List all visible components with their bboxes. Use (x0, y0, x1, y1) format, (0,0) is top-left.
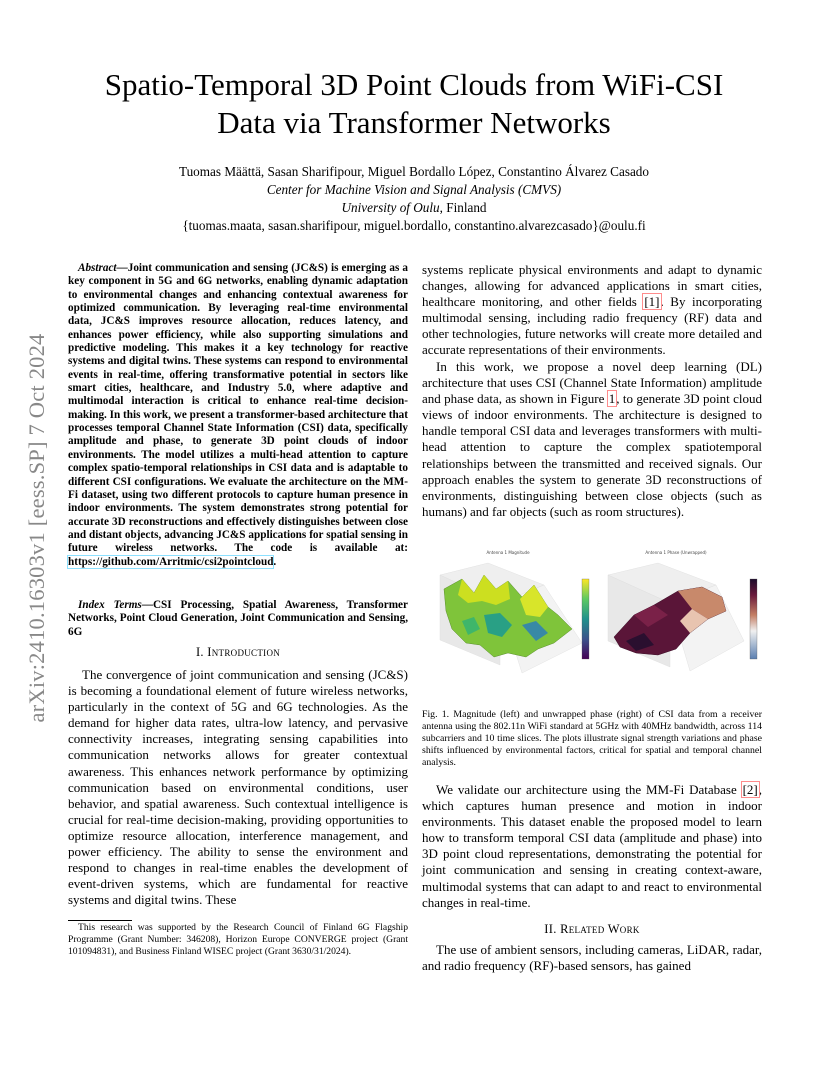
p1-text-a: systems replicate physical environments and adapt to dynamic changes, allowing for advanced applications in smart cities, healthcare monitoring, and other fields (422, 262, 762, 310)
footnote-rule (68, 920, 132, 921)
magnitude-plot-title: Antenna 1 Magnitude (486, 550, 530, 555)
affiliation-center: Center for Machine Vision and Signal Analysis (CMVS) (266, 182, 562, 197)
section-heading-introduction (68, 645, 408, 660)
section-title: Related Work (560, 922, 640, 936)
phase-plot (608, 550, 757, 671)
affiliation-university (60, 199, 768, 217)
citation-link-2[interactable]: [2] (742, 782, 758, 797)
p2-text-b: , to generate 3D point cloud views of indoor environments. The architecture is designed to handle temporal CSI data and leverages transformers with multi-head attention to capture the complex spatiotemporal relationships between the transmitted and received signals. Our approach enables the system to generate 3D reconstructions of environments, distinguishing between close objects (such as humans) and far objects (such as room structures). (422, 391, 762, 519)
author-emails: {tuomas.maata, sasan.sharifipour, miguel.bordallo, constantino.alvarezcasado}@oulu.fi (182, 218, 646, 233)
citation-link-1[interactable]: [1] (644, 294, 660, 310)
index-terms-text: —CSI Processing, Spatial Awareness, Transformer Networks, Point Cloud Generation, Joint Communication and Sensing, 6G (68, 599, 408, 638)
validation-paragraph (422, 782, 762, 911)
related-work-paragraph: The use of ambient sensors, including cameras, LiDAR, radar, and radio frequency (RF)-based sensors, has gained (422, 942, 762, 974)
p2-text-a: In this work, we propose a novel deep learning (DL) architecture that uses CSI (Channel State Information) amplitude and phase data, as shown in Figure (422, 359, 762, 407)
section-title: Introduction (207, 645, 281, 659)
phase-plot-title: Antenna 1 Phase (Unwrapped) (645, 550, 707, 555)
section-heading-related-work (422, 922, 762, 937)
section-number: II. (544, 922, 561, 936)
abstract-end: . (273, 555, 277, 568)
abstract (68, 262, 408, 569)
abstract-text: —Joint communication and sensing (JC&S) is emerging as a key component in 5G and 6G networks, enabling dynamic adaptation to environmental changes and enhancing contextual awareness for optimized communication. By leveraging real-time environmental data, JC&S improves resource allocation, reduces latency, and enhances power efficiency, while also supporting simulations and predictive modeling. This makes it a key technology for reactive systems and digital twins. These systems can respond to environmental events in real-time, offering transformative potential in sectors like smart cities, healthcare, and Industry 5.0, where adaptive and multimodal interaction is critical to enhance real-time decision-making. In this work, we present a transformer-based architecture that processes temporal Channel State Information (CSI) data, specifically amplitude and phase, to generate 3D point clouds of indoor environments. The model utilizes a multi-head attention to capture complex spatio-temporal relationships in CSI data and is adaptable to different CSI configurations. We evaluate the architecture on the MM-Fi dataset, using two different protocols to capture human presence in indoor environments. The system demonstrates strong potential for accurate 3D reconstructions and effectively distinguishes between close and distant objects, advancing JC&S applications for spatial sensing in future wireless networks. The code is available at: (68, 262, 408, 555)
arxiv-identifier (20, 292, 54, 764)
intro-paragraph: The convergence of joint communication and sensing (JC&S) is becoming a foundational element of future wireless networks, particularly in the context of 5G and 6G technologies. As the demand for higher data rates, ultra-low latency, and pervasive connectivity increases, integrating sensing capabilities into communication networks allows for greater contextual awareness. This enhances network performance by optimizing communication based on environmental conditions, user behavior, and spatial awareness. Such contextual intelligence is crucial for real-time decision-making, providing opportunities to optimize resource allocation, interference management, and power efficiency. The ability to sense the environment and respond to changes in real-time enables the development of event-driven systems, which are fundamental for reactive systems and digital twins. These (68, 667, 408, 908)
figure-link-1[interactable]: 1 (608, 391, 616, 407)
p1-text-b: . By incorporating multimodal sensing, including radio frequency (RF) data and other technologies, future networks will create more detailed and accurate representations of their environments. (422, 294, 762, 358)
arxiv-identifier-text: arXiv:2410.16303v1 [eess.SP] 7 Oct 2024 (24, 333, 49, 723)
p3-text-a: We validate our architecture using the MM-Fi Database (436, 782, 742, 797)
university-country: , Finland (439, 200, 487, 215)
figure-csi-surfaces (422, 545, 762, 695)
title-line-2: Data via Transformer Networks (217, 105, 611, 140)
contribution-paragraph (422, 359, 762, 520)
title-line-1: Spatio-Temporal 3D Point Clouds from WiFi-CSI (104, 67, 724, 102)
footnote: This research was supported by the Research Council of Finland 6G Flagship Programme (Grant Number: 346208), Horizon Europe CONVERGE project (Grant 101094831), and Business Finland WISEC project (Grant 3630/31/2024). (68, 922, 408, 957)
magnitude-colorbar (582, 579, 589, 659)
abstract-label: Abstract (78, 262, 117, 274)
code-link[interactable]: https://github.com/Arritmic/csi2pointcloud (68, 555, 274, 568)
index-terms-label: Index Terms (78, 599, 142, 611)
paragraph-continuation (422, 262, 762, 359)
paper-title (60, 66, 768, 142)
section-number: I. (195, 645, 208, 659)
index-terms (68, 599, 408, 639)
figure-caption: Fig. 1. Magnitude (left) and unwrapped phase (right) of CSI data from a receiver antenna using the 802.11n WiFi standard at 5GHz with 40MHz bandwidth, across 114 subcarriers and 10 time slices. The plots illustrate signal strength variations and phase shifts influenced by environmental factors, critical for spatial and temporal channel analysis. (422, 709, 762, 769)
magnitude-plot (440, 550, 589, 673)
p3-text-b: , which captures human presence and motion in indoor environments. This dataset enable the proposed model to learn how to transform temporal CSI data (amplitude and phase) into 3D point cloud representations, demonstrating the potential for joint communication and sensing in creating context-aware, multimodal systems that can adapt to and react to environmental changes in real-time. (422, 782, 762, 910)
author-block (60, 163, 768, 235)
author-names: Tuomas Määttä, Sasan Sharifipour, Miguel Bordallo López, Constantino Álvarez Casado (179, 164, 649, 179)
phase-colorbar (750, 579, 757, 659)
university-name: University of Oulu (341, 200, 440, 215)
